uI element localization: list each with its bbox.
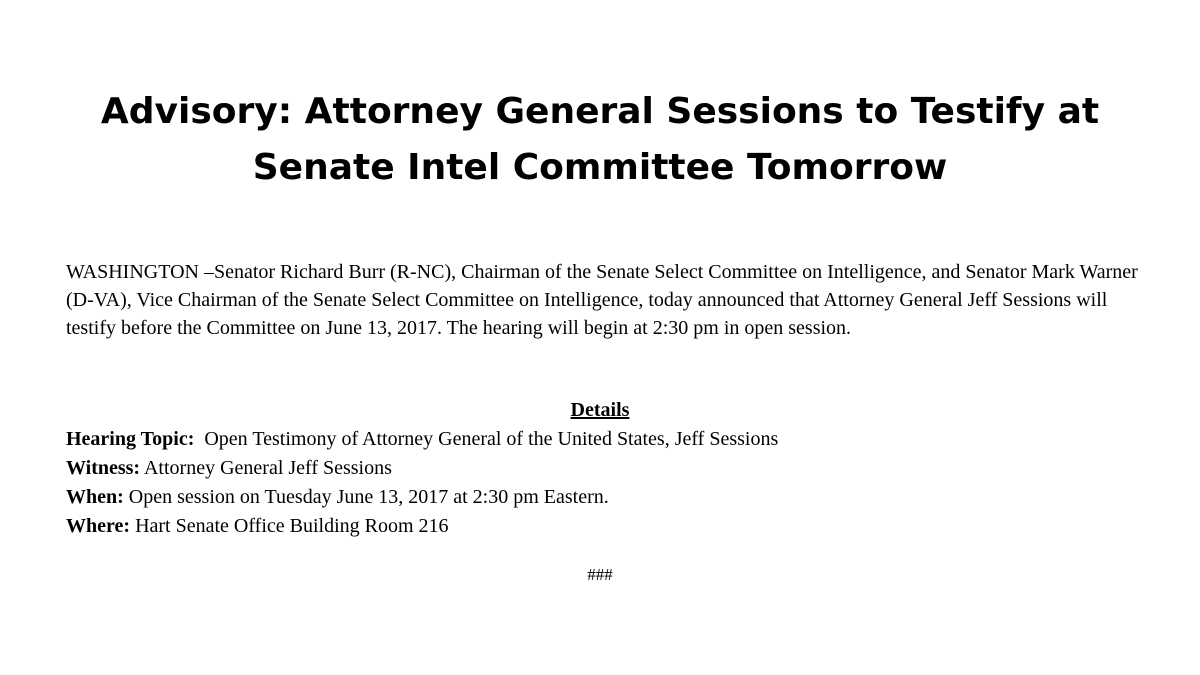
details-heading: Details: [570, 399, 630, 421]
detail-label: Hearing Topic:: [66, 428, 195, 450]
detail-witness: [66, 454, 1146, 483]
detail-label: Where:: [66, 515, 131, 537]
detail-where: [66, 512, 1146, 541]
detail-label: Witness:: [66, 457, 141, 479]
end-mark: ###: [587, 565, 613, 584]
title-line-1: Advisory: Attorney General Sessions to Testify at: [100, 91, 1100, 132]
details-list: [66, 425, 1146, 541]
detail-value: Hart Senate Office Building Room 216: [130, 515, 449, 537]
detail-when: [66, 483, 1146, 512]
detail-value: Open Testimony of Attorney General of the United States, Jeff Sessions: [194, 428, 779, 450]
detail-value: Open session on Tuesday June 13, 2017 at 2:30 pm Eastern.: [123, 486, 609, 508]
title-line-2: Senate Intel Committee Tomorrow: [252, 147, 948, 188]
detail-hearing-topic: [66, 425, 1146, 454]
detail-label: When:: [66, 486, 124, 508]
document-title: [60, 84, 1140, 196]
announcement-paragraph: WASHINGTON –Senator Richard Burr (R-NC), Chairman of the Senate Select Committee on Intelligence, and Senator Mark Warner (D-VA), Vice Chairman of the Senate Select Committee on Intelligence, today announced that Attorney General Jeff Sessions will testify before the Committee on June 13, 2017. The hearing will begin at 2:30 pm in open session.: [66, 261, 1138, 339]
detail-value: Attorney General Jeff Sessions: [140, 457, 392, 479]
